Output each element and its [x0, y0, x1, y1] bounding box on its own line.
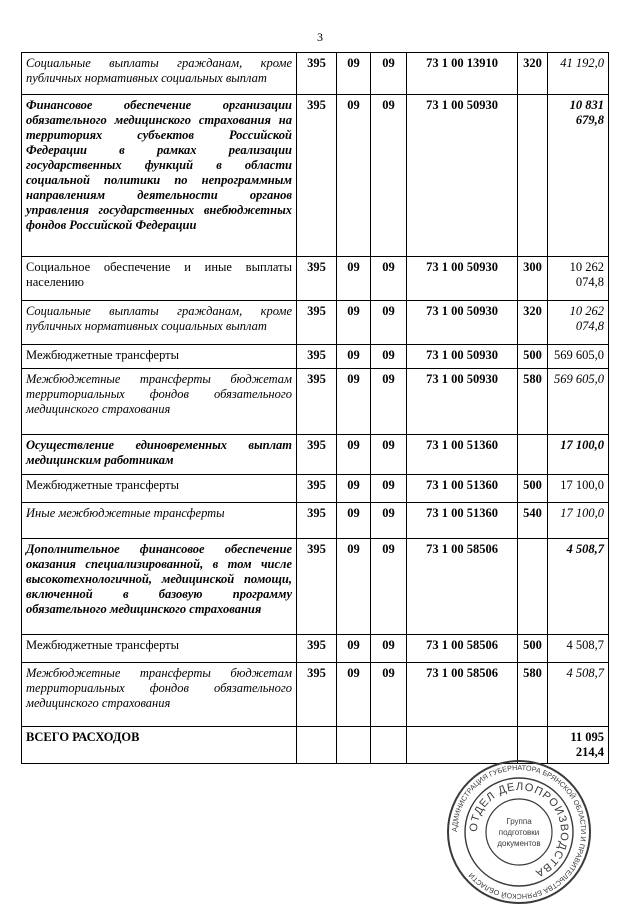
amount: 17 100,0: [548, 475, 609, 503]
ministry-code: 395: [297, 95, 337, 257]
section-code: 09: [337, 95, 371, 257]
amount: 10 262 074,8: [548, 257, 609, 301]
subsection-code: 09: [371, 345, 407, 369]
amount: 10 831 679,8: [548, 95, 609, 257]
section-code: 09: [337, 635, 371, 663]
amount: 4 508,7: [548, 539, 609, 635]
target-article-code: 73 1 00 58506: [407, 663, 518, 727]
expense-type-code: 500: [518, 635, 548, 663]
target-article-code: 73 1 00 50930: [407, 257, 518, 301]
subsection-code: 09: [371, 435, 407, 475]
ministry-code: 395: [297, 475, 337, 503]
expense-type-code: 500: [518, 345, 548, 369]
seal-department-text: ОТДЕЛ ДЕЛОПРОИЗВОДСТВА: [467, 780, 571, 880]
ministry-code: [297, 727, 337, 764]
ministry-code: 395: [297, 503, 337, 539]
seal-center-line-3: документов: [497, 839, 541, 848]
expenditure-table: [21, 52, 609, 764]
row-description: Иные межбюджетные трансферты: [22, 503, 297, 539]
ministry-code: 395: [297, 53, 337, 95]
expense-type-code: 300: [518, 257, 548, 301]
expense-type-code: 580: [518, 663, 548, 727]
amount: 10 262 074,8: [548, 301, 609, 345]
row-description: Дополнительное финансовое обеспечение оказания специализированной, в том числе высокотехнологичной, медицинской помощи, включенной в базовую программу обязательного медицинского страхования: [22, 539, 297, 635]
expense-type-code: 320: [518, 301, 548, 345]
row-description: ВСЕГО РАСХОДОВ: [22, 727, 297, 764]
row-description: Осуществление единовременных выплат медицинским работникам: [22, 435, 297, 475]
row-description: Социальные выплаты гражданам, кроме публичных нормативных социальных выплат: [22, 301, 297, 345]
target-article-code: 73 1 00 51360: [407, 475, 518, 503]
table-row: [22, 345, 609, 369]
row-description: Межбюджетные трансферты бюджетам территориальных фондов обязательного медицинского страхования: [22, 663, 297, 727]
section-code: 09: [337, 345, 371, 369]
subsection-code: 09: [371, 663, 407, 727]
amount: 41 192,0: [548, 53, 609, 95]
row-description: Межбюджетные трансферты: [22, 345, 297, 369]
page-number: 3: [317, 30, 323, 44]
section-code: 09: [337, 435, 371, 475]
target-article-code: 73 1 00 58506: [407, 635, 518, 663]
section-code: 09: [337, 53, 371, 95]
amount: 17 100,0: [548, 435, 609, 475]
row-description: Межбюджетные трансферты бюджетам территориальных фондов обязательного медицинского страхования: [22, 369, 297, 435]
ministry-code: 395: [297, 635, 337, 663]
ministry-code: 395: [297, 257, 337, 301]
subsection-code: 09: [371, 503, 407, 539]
official-seal: [445, 758, 593, 906]
ministry-code: 395: [297, 663, 337, 727]
subsection-code: 09: [371, 539, 407, 635]
target-article-code: 73 1 00 50930: [407, 301, 518, 345]
target-article-code: 73 1 00 50930: [407, 345, 518, 369]
expense-type-code: [518, 435, 548, 475]
table-row: [22, 369, 609, 435]
table-row: [22, 53, 609, 95]
row-description: Социальное обеспечение и иные выплаты населению: [22, 257, 297, 301]
target-article-code: 73 1 00 51360: [407, 503, 518, 539]
section-code: 09: [337, 663, 371, 727]
row-description: Социальные выплаты гражданам, кроме публичных нормативных социальных выплат: [22, 53, 297, 95]
target-article-code: 73 1 00 13910: [407, 53, 518, 95]
section-code: [337, 727, 371, 764]
ministry-code: 395: [297, 301, 337, 345]
expense-type-code: [518, 95, 548, 257]
target-article-code: 73 1 00 51360: [407, 435, 518, 475]
ministry-code: 395: [297, 369, 337, 435]
subsection-code: 09: [371, 95, 407, 257]
target-article-code: 73 1 00 50930: [407, 95, 518, 257]
expense-type-code: [518, 539, 548, 635]
table-row: [22, 95, 609, 257]
subsection-code: 09: [371, 53, 407, 95]
subsection-code: 09: [371, 635, 407, 663]
expense-type-code: 580: [518, 369, 548, 435]
subsection-code: 09: [371, 257, 407, 301]
expenditure-table-body: [22, 53, 609, 764]
table-row: [22, 663, 609, 727]
table-row: [22, 301, 609, 345]
row-description: Финансовое обеспечение организации обязательного медицинского страхования на территориях субъектов Российской Федерации в рамках реализации государственных функций в области социальной политики по непрограммным направлениям деятельности органов управления государственных внебюджетных фондов Российской Федерации: [22, 95, 297, 257]
expense-type-code: 500: [518, 475, 548, 503]
amount: 17 100,0: [548, 503, 609, 539]
row-description: Межбюджетные трансферты: [22, 635, 297, 663]
table-row: [22, 257, 609, 301]
section-code: 09: [337, 301, 371, 345]
target-article-code: 73 1 00 50930: [407, 369, 518, 435]
ministry-code: 395: [297, 345, 337, 369]
amount: 11 095 214,4: [548, 727, 609, 764]
table-row: [22, 635, 609, 663]
table-row: [22, 435, 609, 475]
section-code: 09: [337, 257, 371, 301]
expense-type-code: 320: [518, 53, 548, 95]
seal-center-line-2: подготовки: [498, 828, 540, 837]
seal-ring-text: АДМИНИСТРАЦИЯ ГУБЕРНАТОРА БРЯНСКОЙ ОБЛАСТИ И ПРАВИТЕЛЬСТВА БРЯНСКОЙ ОБЛАСТИ: [449, 762, 589, 902]
expense-type-code: 540: [518, 503, 548, 539]
ministry-code: 395: [297, 435, 337, 475]
subsection-code: 09: [371, 369, 407, 435]
section-code: 09: [337, 369, 371, 435]
target-article-code: 73 1 00 58506: [407, 539, 518, 635]
section-code: 09: [337, 475, 371, 503]
amount: 4 508,7: [548, 635, 609, 663]
subsection-code: 09: [371, 475, 407, 503]
subsection-code: 09: [371, 301, 407, 345]
section-code: 09: [337, 539, 371, 635]
subsection-code: [371, 727, 407, 764]
table-row: [22, 503, 609, 539]
table-row: [22, 539, 609, 635]
amount: 569 605,0: [548, 345, 609, 369]
ministry-code: 395: [297, 539, 337, 635]
row-description: Межбюджетные трансферты: [22, 475, 297, 503]
amount: 4 508,7: [548, 663, 609, 727]
seal-center-line-1: Группа: [506, 817, 532, 826]
table-row: [22, 475, 609, 503]
section-code: 09: [337, 503, 371, 539]
amount: 569 605,0: [548, 369, 609, 435]
